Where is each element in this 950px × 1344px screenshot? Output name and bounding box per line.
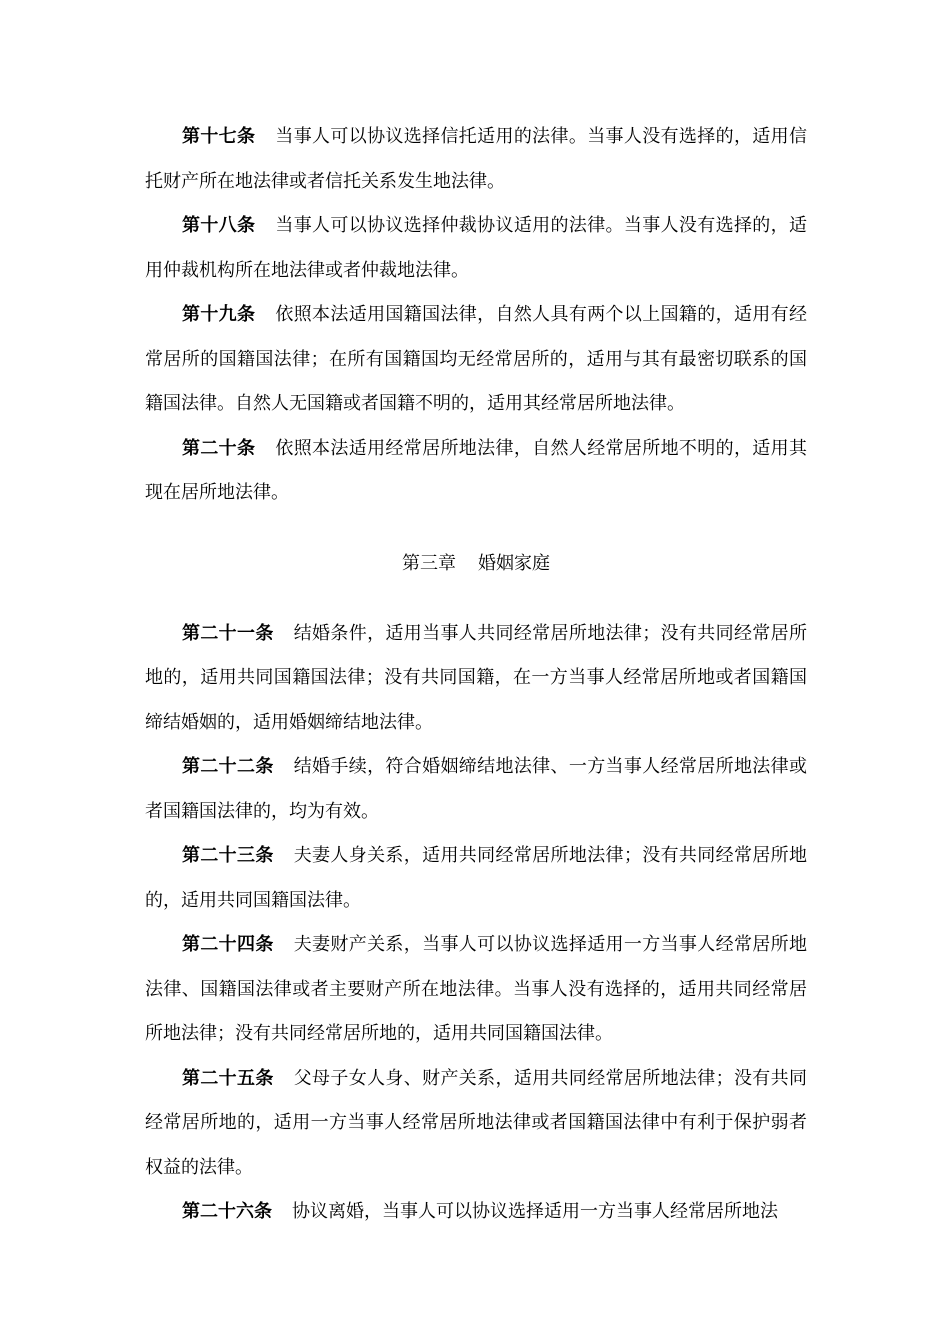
article-number: 第十七条 bbox=[182, 126, 256, 147]
document-body bbox=[145, 115, 807, 1235]
article-text: 结婚手续，符合婚姻缔结地法律、一方当事人经常居所地法律或者国籍国法律的，均为有效。 bbox=[145, 756, 807, 822]
article-23 bbox=[145, 834, 807, 923]
article-number: 第二十四条 bbox=[182, 934, 274, 955]
article-18 bbox=[145, 204, 807, 293]
article-21 bbox=[145, 612, 807, 746]
article-text: 结婚条件，适用当事人共同经常居所地法律；没有共同经常居所地的，适用共同国籍国法律；没有共同国籍，在一方当事人经常居所地或者国籍国缔结婚姻的，适用婚姻缔结地法律。 bbox=[145, 622, 807, 733]
article-number: 第二十六条 bbox=[182, 1201, 272, 1222]
article-text: 依照本法适用国籍国法律，自然人具有两个以上国籍的，适用有经常居所的国籍国法律；在所有国籍国均无经常居所的，适用与其有最密切联系的国籍国法律。自然人无国籍或者国籍不明的，适用其经常居所地法律。 bbox=[145, 304, 807, 414]
article-25 bbox=[145, 1057, 807, 1191]
article-17 bbox=[145, 115, 807, 204]
article-text: 父母子女人身、财产关系，适用共同经常居所地法律；没有共同经常居所地的，适用一方当事人经常居所地法律或者国籍国法律中有利于保护弱者权益的法律。 bbox=[145, 1067, 807, 1178]
article-19 bbox=[145, 293, 807, 427]
article-number: 第二十一条 bbox=[182, 622, 274, 644]
article-24 bbox=[145, 923, 807, 1057]
article-number: 第十八条 bbox=[182, 215, 256, 236]
article-number: 第二十三条 bbox=[182, 845, 274, 866]
article-number: 第二十条 bbox=[182, 437, 256, 459]
chapter-heading bbox=[145, 542, 807, 586]
article-22 bbox=[145, 745, 807, 834]
article-number: 第二十二条 bbox=[182, 756, 274, 777]
article-text: 当事人可以协议选择仲裁协议适用的法律。当事人没有选择的，适用仲裁机构所在地法律或者仲裁地法律。 bbox=[145, 215, 807, 281]
article-20 bbox=[145, 427, 807, 516]
article-number: 第十九条 bbox=[182, 304, 256, 325]
article-number: 第二十五条 bbox=[182, 1067, 274, 1089]
article-text: 夫妻财产关系，当事人可以协议选择适用一方当事人经常居所地法律、国籍国法律或者主要财产所在地法律。当事人没有选择的，适用共同经常居所地法律；没有共同经常居所地的，适用共同国籍国法律。 bbox=[145, 934, 807, 1044]
chapter-title: 婚姻家庭 bbox=[478, 552, 550, 574]
article-text: 依照本法适用经常居所地法律，自然人经常居所地不明的，适用其现在居所地法律。 bbox=[145, 437, 807, 503]
article-text: 协议离婚，当事人可以协议选择适用一方当事人经常居所地法 bbox=[292, 1201, 778, 1222]
chapter-number: 第三章 bbox=[402, 552, 456, 574]
article-text: 夫妻人身关系，适用共同经常居所地法律；没有共同经常居所地的，适用共同国籍国法律。 bbox=[145, 845, 807, 911]
article-26 bbox=[145, 1190, 807, 1235]
article-text: 当事人可以协议选择信托适用的法律。当事人没有选择的，适用信托财产所在地法律或者信托关系发生地法律。 bbox=[145, 126, 807, 192]
